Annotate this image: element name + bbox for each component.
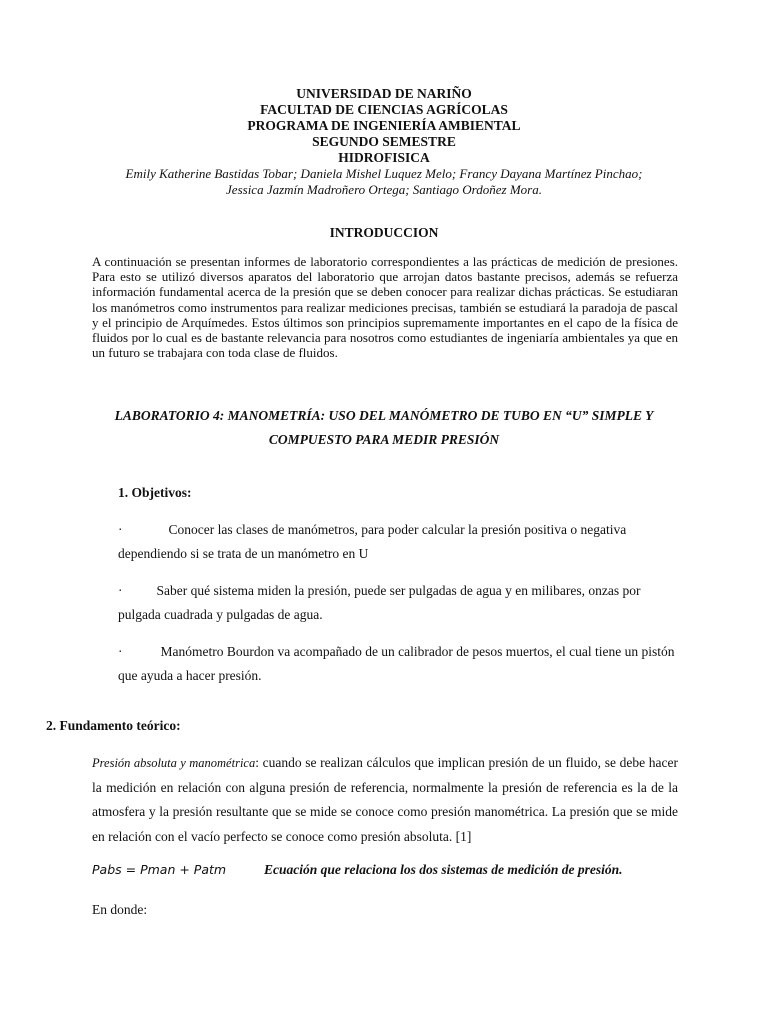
equation: Pabs = Pman + Patm xyxy=(92,862,227,877)
intro-paragraph: A continuación se presentan informes de laboratorio correspondientes a las prácticas de medición de presiones. Para esto se utilizó diversos aparatos del laboratorio que arrojan datos bastante precisos, además se refuerza información fundamental acerca de la presión que se deben conocer para realizar dichas prácticas. Se estudiaran los manómetros como instrumentos para realizar mediciones precisas, también se estudiará la paradoja de pascal y el principio de Arquímedes. Estos últimos son principios supremamente importantes en el capo de la física de fluidos por lo cual es de bastante relevancia para nosotros como estudiantes de ingeniaría ambientales ya que en un futuro se trabajara con toda clase de fluidos. xyxy=(92,254,678,361)
objective-text: Saber qué sistema miden la presión, puede ser pulgadas de agua y en milibares, onzas por pulgada cuadrada y pulgadas de agua. xyxy=(118,583,641,622)
authors-line-2: Jessica Jazmín Madroñero Ortega; Santiago Ordoñez Mora. xyxy=(226,182,542,197)
bullet-dot: · xyxy=(118,522,123,537)
program-name: PROGRAMA DE INGENIERÍA AMBIENTAL xyxy=(247,118,521,133)
objective-text: Conocer las clases de manómetros, para poder calcular la presión positiva o negativa dependiendo si se trata de un manómetro en U xyxy=(118,522,627,561)
semester: SEGUNDO SEMESTRE xyxy=(312,134,456,149)
course-name: HIDROFISICA xyxy=(338,150,430,165)
university-name: UNIVERSIDAD DE NARIÑO xyxy=(296,86,472,101)
objective-text: Manómetro Bourdon va acompañado de un calibrador de pesos muertos, el cual tiene un pistón que ayuda a hacer presión. xyxy=(118,644,675,683)
objective-item xyxy=(118,579,678,627)
theory-text: : cuando se realizan cálculos que implican presión de un fluido, se debe hacer la medición en relación con alguna presión de referencia, normalmente la presión de referencia es la de la atmosfera y la presión resultante que se mide se conoce como presión manométrica. La presión que se mide en relación con el vacío perfecto se conoce como presión absoluta. [1] xyxy=(92,755,678,844)
lab-title-line-1: LABORATORIO 4: MANOMETRÍA: USO DEL MANÓMETRO DE TUBO EN “U” SIMPLE Y xyxy=(114,408,654,423)
authors-line-1: Emily Katherine Bastidas Tobar; Daniela Mishel Luquez Melo; Francy Dayana Martínez Pinchao; xyxy=(125,166,643,181)
objective-item xyxy=(118,640,678,688)
intro-heading: INTRODUCCION xyxy=(329,225,439,240)
equation-row xyxy=(92,862,623,878)
faculty-name: FACULTAD DE CIENCIAS AGRÍCOLAS xyxy=(260,102,508,117)
where-label: En donde: xyxy=(92,902,148,917)
theory-paragraph xyxy=(92,751,678,849)
theory-heading: 2. Fundamento teórico: xyxy=(46,718,181,733)
lab-title-line-2: COMPUESTO PARA MEDIR PRESIÓN xyxy=(268,432,500,447)
theory-term: Presión absoluta y manométrica xyxy=(92,756,256,770)
objective-item xyxy=(118,518,678,566)
objectives-heading: 1. Objetivos: xyxy=(118,485,192,500)
bullet-dot: · xyxy=(118,583,123,598)
equation-description: Ecuación que relaciona los dos sistemas de medición de presión. xyxy=(264,862,623,877)
bullet-dot: · xyxy=(118,644,123,659)
